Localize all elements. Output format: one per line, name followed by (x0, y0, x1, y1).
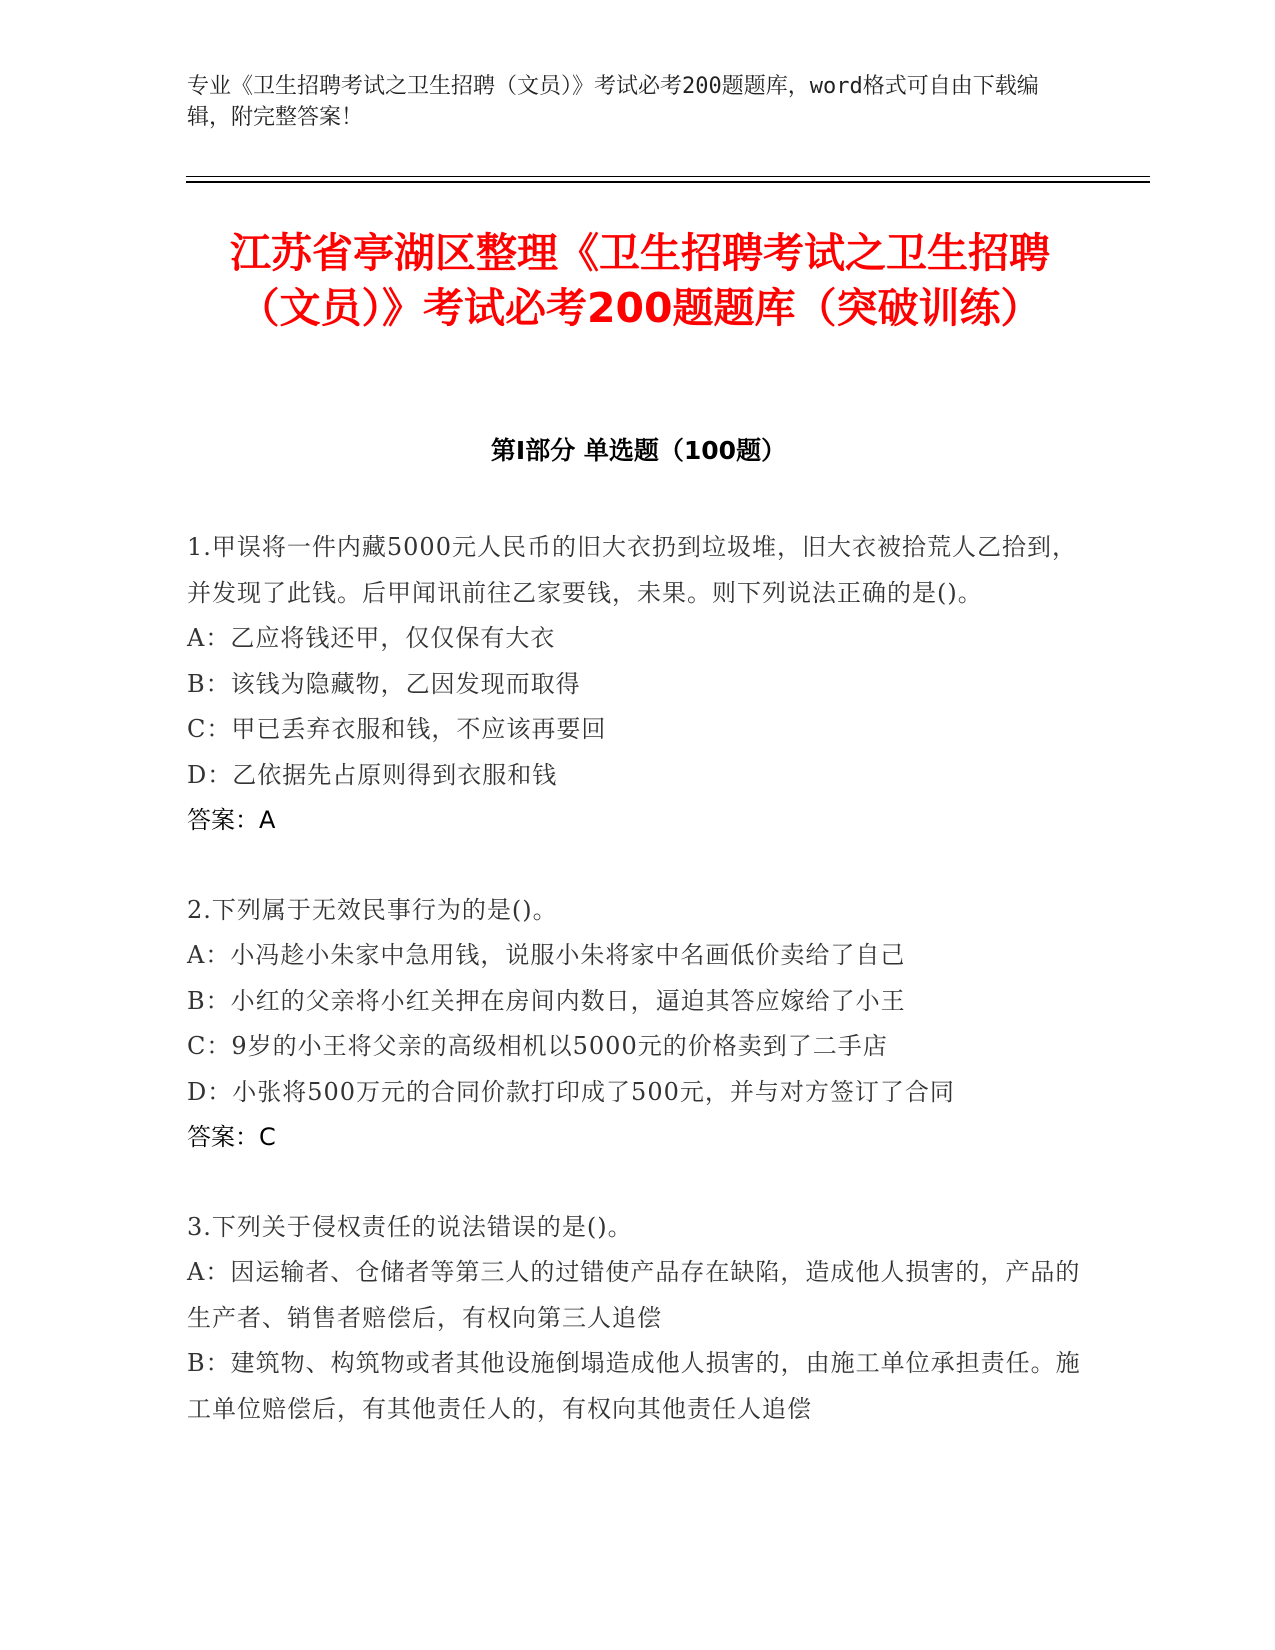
question-item-2 (187, 888, 1087, 1161)
option-a: A：小冯趁小朱家中急用钱，说服小朱将家中名画低价卖给了自己 (187, 941, 906, 969)
option-b: B：该钱为隐藏物，乙因发现而取得 (187, 669, 581, 698)
option-a: A：因运输者、仓储者等第三人的过错使产品存在缺陷，造成他人损害的，产品的生产者、销售者赔偿后，有权向第三人追偿 (187, 1258, 1081, 1332)
header-divider-thick (186, 181, 1150, 183)
question-item-3 (187, 1205, 1087, 1433)
question-list (187, 525, 1087, 1476)
question-text: 1.甲误将一件内藏5000元人民币的旧大衣扔到垃圾堆，旧大衣被拾荒人乙拾到，并发现了此钱。后甲闻讯前往乙家要钱，未果。则下列说法正确的是()。 (187, 533, 1077, 607)
option-c: C：甲已丢弃衣服和钱，不应该再要回 (187, 715, 607, 743)
option-d: D：小张将500万元的合同价款打印成了500元，并与对方签订了合同 (187, 1077, 955, 1106)
option-b: B：小红的父亲将小红关押在房间内数日，逼迫其答应嫁给了小王 (187, 986, 906, 1015)
answer-text: 答案：C (187, 1123, 276, 1151)
answer-text: 答案：A (187, 806, 276, 834)
section-title: 第Ⅰ部分 单选题（100题） (490, 436, 787, 465)
question-text: 2.下列属于无效民事行为的是()。 (187, 895, 558, 924)
document-title: 江苏省亭湖区整理《卫生招聘考试之卫生招聘（文员）》考试必考200题题库（突破训练） (230, 229, 1050, 332)
option-a: A：乙应将钱还甲，仅仅保有大衣 (187, 624, 556, 652)
header-note: 专业《卫生招聘考试之卫生招聘（文员）》考试必考200题题库，word格式可自由下载编辑，附完整答案！ (187, 74, 1039, 130)
question-item-1 (187, 525, 1087, 844)
option-b: B：建筑物、构筑物或者其他设施倒塌造成他人损害的，由施工单位承担责任。施工单位赔偿后，有其他责任人的，有权向其他责任人追偿 (187, 1349, 1081, 1423)
option-c: C：9岁的小王将父亲的高级相机以5000元的价格卖到了二手店 (187, 1032, 888, 1060)
option-d: D：乙依据先占原则得到衣服和钱 (187, 760, 558, 789)
question-text: 3.下列关于侵权责任的说法错误的是()。 (187, 1212, 633, 1241)
header-divider-thin (186, 176, 1150, 177)
